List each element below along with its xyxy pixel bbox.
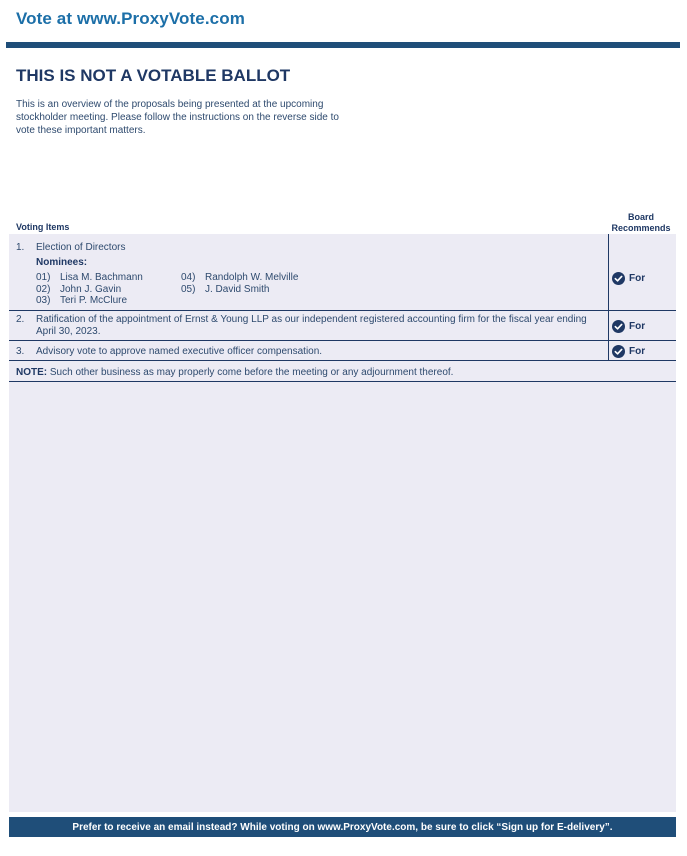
note [16, 367, 453, 378]
item-1-number: 1. [16, 242, 25, 253]
recommend-column-divider [608, 234, 609, 360]
item-1-text: Election of Directors [36, 242, 126, 253]
item-3-recommendation [612, 344, 645, 358]
nominee-name: Randolph W. Melville [205, 272, 299, 283]
nominee-number: 05) [181, 284, 196, 295]
voting-items-header: Voting Items [16, 222, 70, 232]
item-2-text: Ratification of the appointment of Ernst & Young LLP as our independent registered accounting firm for the fiscal year ending April 30, 2023. [36, 314, 587, 337]
header-rule [6, 42, 680, 48]
nominee-number: 03) [36, 295, 51, 306]
check-circle-icon [612, 320, 625, 333]
nominee-name: J. David Smith [205, 284, 270, 295]
note-label: NOTE: [16, 367, 48, 378]
item-2-number: 2. [16, 314, 25, 325]
row-divider [9, 340, 676, 341]
nominee-number: 04) [181, 272, 196, 283]
recommendation-label: For [629, 320, 646, 332]
note-text: Such other business as may properly come before the meeting or any adjournment thereof. [47, 367, 454, 378]
nominee-name: Lisa M. Bachmann [60, 272, 143, 283]
row-divider [9, 310, 676, 311]
check-circle-icon [612, 272, 625, 285]
item-3-number: 3. [16, 346, 25, 357]
nominee-04 [181, 272, 298, 283]
ballot-title: THIS IS NOT A VOTABLE BALLOT [16, 66, 291, 85]
ballot-intro: This is an overview of the proposals being presented at the upcoming stockholder meeting. Please follow the instructions on the reverse side to vote these important matters. [16, 99, 339, 136]
footer-text: Prefer to receive an email instead? While voting on www.ProxyVote.com, be sure to click “Sign up for E-delivery”. [72, 821, 613, 833]
nominee-03 [36, 295, 127, 306]
row-divider [9, 360, 676, 361]
nominee-name: John J. Gavin [60, 284, 122, 295]
board-recommends-line2: Recommends [611, 223, 671, 233]
nominee-number: 01) [36, 272, 51, 283]
header-title[interactable]: Vote at www.ProxyVote.com [16, 9, 245, 28]
footer-edelivery-banner [9, 817, 676, 837]
check-circle-icon [612, 345, 625, 358]
nominees-label: Nominees: [36, 257, 88, 268]
nominee-number: 02) [36, 284, 51, 295]
nominee-name: Teri P. McClure [60, 295, 128, 306]
nominee-02 [36, 284, 121, 295]
row-divider [9, 381, 676, 382]
item-2-recommendation [612, 319, 645, 333]
item-1-recommendation [612, 271, 645, 285]
board-recommends-line1: Board [627, 212, 654, 222]
item-3-text: Advisory vote to approve named executive officer compensation. [36, 346, 323, 357]
recommendation-label: For [629, 345, 646, 357]
nominee-01 [36, 272, 143, 283]
nominee-05 [181, 284, 269, 295]
recommendation-label: For [629, 272, 646, 284]
board-recommends-header [606, 212, 676, 234]
